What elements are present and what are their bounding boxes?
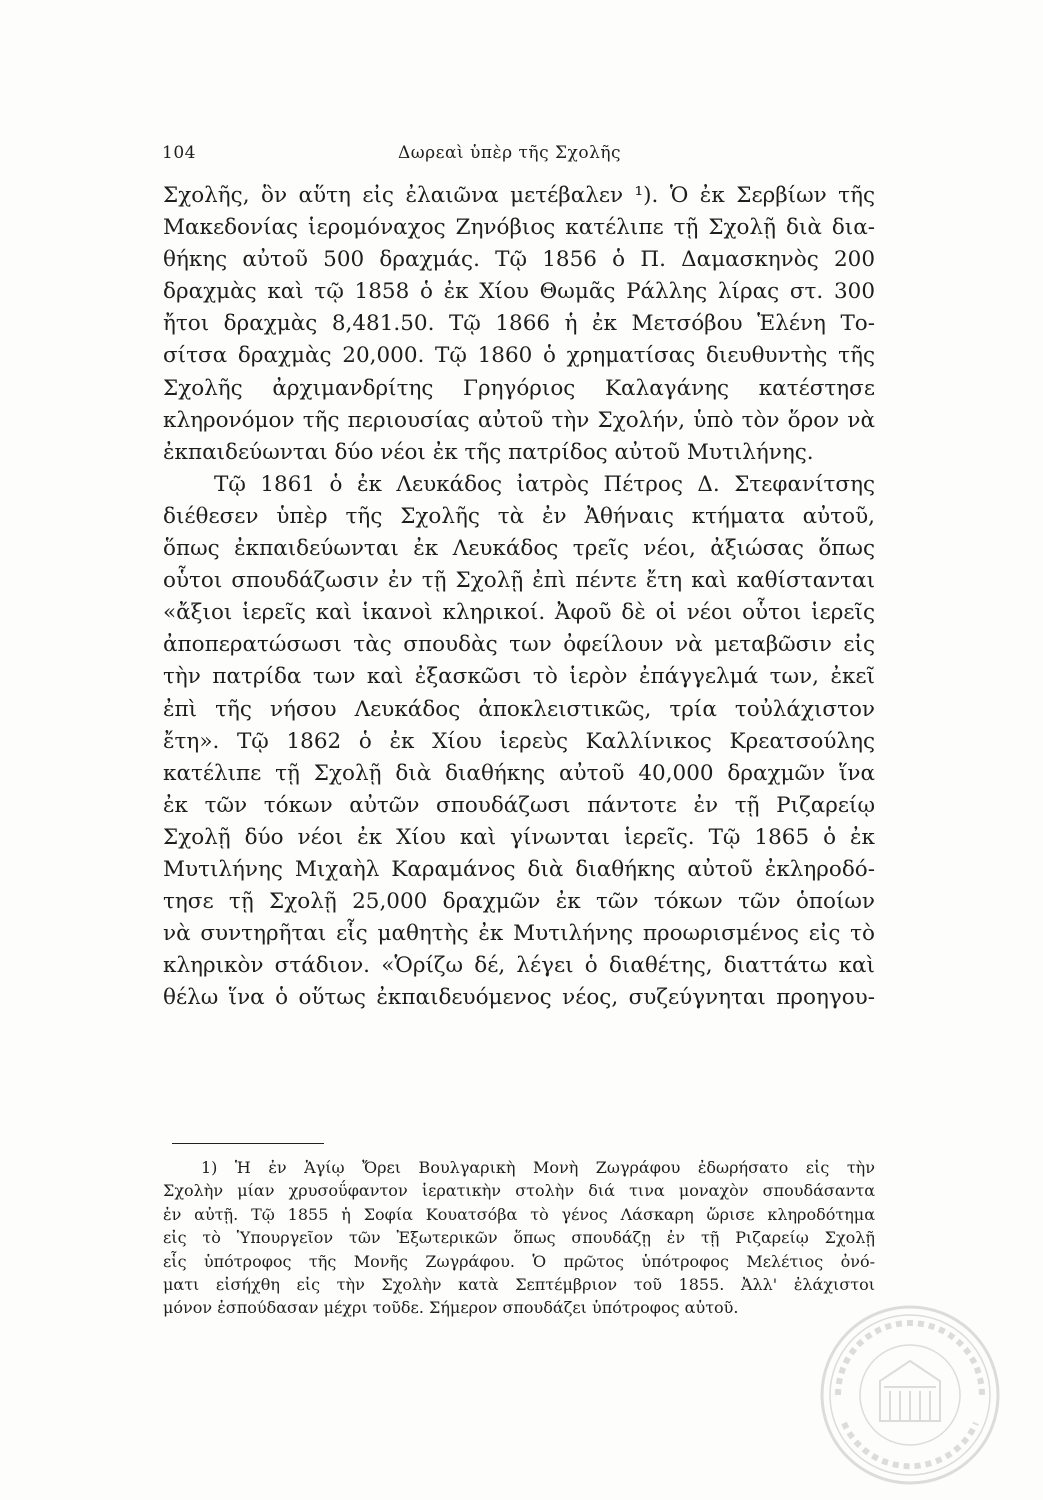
page-number: 104: [162, 143, 196, 163]
footnote: [163, 1156, 875, 1320]
body-text: [163, 180, 875, 1014]
body-line: Σχολῆς ἀρχιμανδρίτης Γρηγόριος Καλαγάνης κατέστησε: [163, 375, 875, 401]
body-line: Μακεδονίας ἱερομόναχος Ζηνόβιος κατέλιπε τῇ Σχολῇ διὰ δια-: [163, 215, 875, 241]
body-line: Σχολῆς, ὃν αὕτη εἰς ἐλαιῶνα μετέβαλεν ¹). Ὁ ἐκ Σερβίων τῆς: [163, 183, 875, 208]
body-line: κατέλιπε τῇ Σχολῇ διὰ διαθήκης αὐτοῦ 40,000 δραχμῶν ἵνα: [163, 760, 875, 786]
body-line: θέλω ἵνα ὁ οὕτως ἐκπαιδευόμενος νέος, συζεύγνηται προηγου-: [163, 985, 875, 1011]
footnote-line: εἰς τὸ Ὑπουργεῖον τῶν Ἐξωτερικῶν ὅπως σπουδάζῃ ἐν τῇ Ριζαρείῳ Σχολῇ: [163, 1228, 875, 1248]
body-line: τησε τῇ Σχολῇ 25,000 δραχμῶν ἐκ τῶν τόκων τῶν ὁποίων: [163, 889, 875, 915]
footnote-line: εἷς ὑπότροφος τῆς Μονῆς Ζωγράφου. Ὁ πρῶτος ὑπότροφος Μελέτιος ὀνό-: [163, 1251, 875, 1271]
body-line: ἀποπερατώσωσι τὰς σπουδὰς των ὀφείλουν νὰ μεταβῶσιν εἰς: [163, 632, 875, 658]
footnote-line: μόνον ἐσπούδασαν μέχρι τοῦδε. Σήμερον σπουδάζει ὑπότροφος αὐτοῦ.: [163, 1298, 739, 1318]
body-line: ἐπὶ τῆς νήσου Λευκάδος ἀποκλειστικῶς, τρία τοὐλάχιστον: [163, 696, 875, 722]
footnote-line: ἐν αὐτῇ. Τῷ 1855 ἡ Σοφία Κουατσόβα τὸ γένος Λάσκαρη ὥρισε κληροδότημα: [163, 1204, 875, 1224]
body-line: δραχμὰς καὶ τῷ 1858 ὁ ἐκ Χίου Θωμᾶς Ράλλης λίρας στ. 300: [163, 279, 875, 305]
body-line: ἐκπαιδεύωνται δύο νέοι ἐκ τῆς πατρίδος αὐτοῦ Μυτιλήνης.: [163, 439, 814, 465]
body-line: ἐκ τῶν τόκων αὐτῶν σπουδάζωσι πάντοτε ἐν τῇ Ριζαρείῳ: [163, 792, 875, 818]
body-line: διέθεσεν ὑπὲρ τῆς Σχολῆς τὰ ἐν Ἀθήναις κτήματα αὐτοῦ,: [163, 503, 875, 529]
footnote-line: 1) Ἡ ἐν Ἁγίῳ Ὄρει Βουλγαρικὴ Μονὴ Ζωγράφου ἐδωρήσατο εἰς τὴν: [201, 1158, 875, 1177]
running-head: Δωρεαὶ ὑπὲρ τῆς Σχολῆς: [398, 143, 622, 163]
body-line: ἔτη». Τῷ 1862 ὁ ἐκ Χίου ἱερεὺς Καλλίνικος Κρεατσούλης: [163, 728, 875, 754]
body-line: τὴν πατρίδα των καὶ ἐξασκῶσι τὸ ἱερὸν ἐπάγγελμά των, ἐκεῖ: [163, 664, 875, 690]
library-seal-icon: [818, 1303, 1002, 1487]
body-line: ὅπως ἐκπαιδεύωνται ἐκ Λευκάδος τρεῖς νέοι, ἀξιώσας ὅπως: [163, 536, 875, 562]
footnote-divider: [172, 1143, 324, 1144]
footnote-line: ματι εἰσήχθη εἰς τὴν Σχολὴν κατὰ Σεπτέμβριον τοῦ 1855. Ἀλλ' ἐλάχιστοι: [163, 1275, 875, 1295]
footnote-line: Σχολὴν μίαν χρυσοΰφαντον ἱερατικὴν στολὴν διά τινα μοναχὸν σπουδάσαντα: [163, 1181, 875, 1201]
body-line: θήκης αὐτοῦ 500 δραχμάς. Τῷ 1856 ὁ Π. Δαμασκηνὸς 200: [163, 247, 875, 273]
body-line: «ἄξιοι ἱερεῖς καὶ ἱκανοὶ κληρικοί. Ἀφοῦ δὲ οἱ νέοι οὗτοι ἱερεῖς: [163, 600, 875, 626]
body-line: σίτσα δραχμὰς 20,000. Τῷ 1860 ὁ χρηματίσας διευθυντὴς τῆς: [163, 343, 875, 369]
body-line: κληρονόμον τῆς περιουσίας αὐτοῦ τὴν Σχολήν, ὑπὸ τὸν ὅρον νὰ: [163, 407, 875, 433]
body-line: Μυτιλήνης Μιχαὴλ Καραμάνος διὰ διαθήκης αὐτοῦ ἐκληροδό-: [163, 856, 875, 882]
body-line: οὗτοι σπουδάζωσιν ἐν τῇ Σχολῇ ἐπὶ πέντε ἔτη καὶ καθίστανται: [163, 568, 875, 594]
body-line: κληρικὸν στάδιον. «Ὁρίζω δέ, λέγει ὁ διαθέτης, διαττάτω καὶ: [163, 953, 875, 979]
body-line: Τῷ 1861 ὁ ἐκ Λευκάδος ἰατρὸς Πέτρος Δ. Στεφανίτσης: [214, 471, 875, 497]
body-line: νὰ συντηρῆται εἷς μαθητὴς ἐκ Μυτιλήνης προωρισμένος εἰς τὸ: [163, 921, 875, 947]
body-line: Σχολῇ δύο νέοι ἐκ Χίου καὶ γίνωνται ἱερεῖς. Τῷ 1865 ὁ ἐκ: [163, 824, 875, 850]
body-line: ἤτοι δραχμὰς 8,481.50. Τῷ 1866 ἡ ἐκ Μετσόβου Ἑλένη Το-: [163, 311, 875, 337]
